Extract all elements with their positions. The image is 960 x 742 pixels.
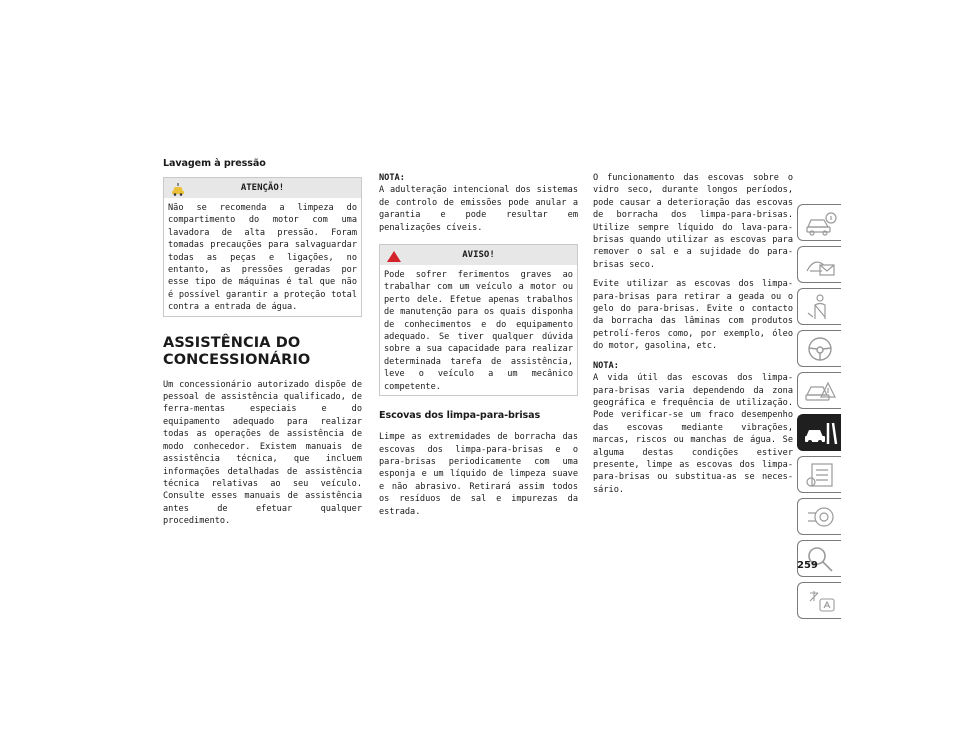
specifications-icon [804, 503, 838, 531]
column-left [163, 158, 362, 535]
caution-title: ATENÇÃO! [240, 183, 285, 193]
tab-driving[interactable] [797, 330, 841, 367]
column-right [593, 172, 793, 503]
warning-box-header [380, 245, 577, 265]
section-title-line1: ASSISTÊNCIA DO [163, 334, 301, 351]
wiper-paragraph-1: O funcionamento das escovas sobre o vidro seco, durante longos períodos, pode causar a deterioração das escovas de borracha dos limpa-para-brisas. Utilize sempre líquido do lava-para-brisas quando utilizar as escovas para remover o sal e a sujidade do para-brisas seco. [593, 173, 793, 270]
note-text: A adulteração intencional dos sistemas de controlo de emissões pode anular a garantia e pode resultar em penalizações cíveis. [379, 185, 578, 233]
note-label: NOTA: [379, 173, 405, 183]
warning-triangle-icon [386, 248, 402, 267]
section-title-line2: CONCESSIONÁRIO [163, 351, 311, 368]
dashboard-envelope-icon [804, 251, 838, 279]
dealer-paragraph: Um concessionário autorizado dispõe de pessoal de assistência qualificado, de ferra-mentas especiais e do equipamento adequado para realizar todas as operações de assistência de modo conhecedor. Existem manuais de assistência técnica, que incluem informações detalhadas de assistência técnica relativas ao seu veículo. Consulte esses manuais de assistência antes de efetuar qualquer procedimento. [163, 379, 362, 527]
steering-wheel-icon [804, 335, 838, 363]
section-title [163, 335, 362, 369]
maintenance-list-icon [804, 461, 838, 489]
note-text-2: A vida útil das escovas dos limpa-para-brisas varia dependendo da zona geográfica e frequência de utilização. Pode verificar-se um fraco desempenho das escovas mediante vibrações, marcas, riscos ou manchas de água. Se alguma destas condições estiver presente, limpe as escovas dos limpa-para-brisas ou substitua-as se neces-sário. [593, 373, 793, 495]
wipers-paragraph: Limpe as extremidades de borracha das escovas dos limpa-para-brisas e o para-brisas periodicamente com uma esponja e um líquido de limpeza suave e não abrasivo. Retirará assim todos os resíduos de sal e impurezas da estrada. [379, 432, 578, 517]
tab-specifications[interactable] [797, 498, 841, 535]
car-warning-icon [804, 377, 838, 405]
warning-text: Pode sofrer ferimentos graves ao trabalhar com um veículo a motor ou perto dele. Efetue apenas trabalhos de manutenção para os quais disponha de conhecimentos e do equipamento adequado. Se tiver qualquer dúvida sobre a sua capacidade para realizar determinada tarefa de assistência, leve o veículo a um mecânico competente. [384, 270, 573, 392]
heading-wipers: Escovas dos limpa-para-brisas [379, 410, 541, 422]
languages-icon [804, 587, 838, 615]
column-middle [379, 172, 578, 525]
warning-box [379, 244, 578, 396]
tab-safety[interactable] [797, 288, 841, 325]
tab-languages[interactable] [797, 582, 841, 619]
note-label-2: NOTA: [593, 360, 619, 371]
tab-car-info[interactable] [797, 204, 841, 241]
wiper-paragraph-2: Evite utilizar as escovas dos limpa-para-brisas para retirar a geada ou o gelo do para-brisas. Evite o contacto da borracha das lâminas com produtos petrolí-feros como, por exemplo, óleo do motor, gasolina, etc. [593, 279, 793, 352]
tab-emergency[interactable] [797, 372, 841, 409]
car-tools-icon [804, 419, 838, 447]
tab-dashboard[interactable] [797, 246, 841, 283]
caution-car-icon [170, 181, 186, 200]
page-number: 259 [797, 560, 818, 571]
caution-box [163, 177, 362, 317]
warning-title: AVISO! [462, 250, 495, 261]
tab-index[interactable] [797, 540, 841, 577]
tab-maintenance[interactable] [797, 456, 841, 493]
heading-pressure-wash: Lavagem à pressão [163, 158, 266, 169]
caution-box-header [164, 178, 361, 198]
seatbelt-person-icon [804, 293, 838, 321]
caution-text: Não se recomenda a limpeza do compartimento do motor com uma lavadora de alta pressão. Foram tomadas precauções para salvaguardar todas as peças e ligações, no entanto, as pressões geradas por esse tipo de máquinas é tal que não é possível garantir a proteção total contra a entrada de água. [168, 203, 357, 313]
car-info-icon [804, 209, 838, 237]
tab-servicing[interactable] [797, 414, 841, 451]
